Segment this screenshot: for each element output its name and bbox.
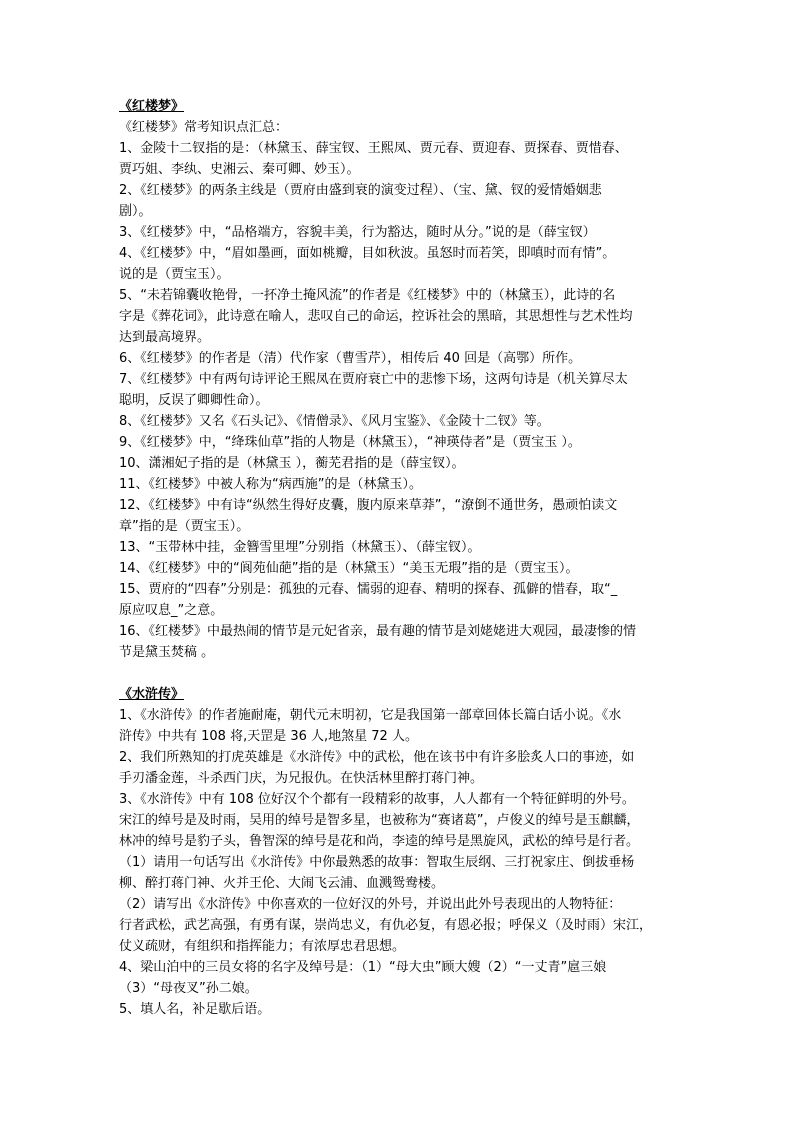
paragraph-line: 达到最高境界。	[119, 330, 211, 345]
paragraph-line: （3）“母夜叉”孙二娘。	[119, 981, 258, 996]
paragraph-line: 节是黛玉焚稿 。	[119, 645, 215, 660]
paragraph-line: 6、《红楼梦》的作者是（清）代作家（曹雪芹），相传后 40 回是（高鄂）所作。	[119, 351, 582, 366]
paragraph-line: 3、《水浒传》中有 108 位好汉个个都有一段精彩的故事，人人都有一个特征鲜明的外号。	[119, 792, 635, 807]
document-body	[119, 96, 689, 1020]
section-title-shuihuzhuan: 《水浒传》	[119, 687, 185, 702]
paragraph-line: 4、梁山泊中的三员女将的名字及绰号是：（1）“母大虫”顾大嫂（2）“一丈青”扈三娘	[119, 960, 607, 975]
paragraph-line: 5、“未若锦囊收艳骨，一抔净土掩风流”的作者是《红楼梦》中的（林黛玉），此诗的名	[119, 288, 616, 303]
paragraph-line: 章”指的是（贾宝玉）。	[119, 519, 250, 534]
paragraph-line: 9、《红楼梦》中，“绛珠仙草”指的人物是（林黛玉），“神瑛侍者”是（贾宝玉 ）。	[119, 435, 581, 450]
paragraph-line: 《红楼梦》常考知识点汇总：	[119, 120, 289, 135]
paragraph-line: 3、《红楼梦》中，“品格端方，容貌丰美，行为豁达，随时从分。”说的是（薛宝钗）	[119, 225, 596, 240]
paragraph-line: 16、《红楼梦》中最热闹的情节是元妃省亲，最有趣的情节是刘姥姥进大观园，最凄惨的情	[119, 624, 637, 639]
paragraph-line: 原应叹息_”之意。	[119, 603, 224, 618]
paragraph-line: （2）请写出《水浒传》中你喜欢的一位好汉的外号，并说出此外号表现出的人物特征：	[119, 897, 622, 912]
paragraph-line: 行者武松，武艺高强，有勇有谋，崇尚忠义，有仇必复，有恩必报；呼保义（及时雨）宋江，	[119, 918, 653, 933]
section-title-hongloumeng: 《红楼梦》	[119, 99, 185, 114]
paragraph-line: 11、《红楼梦》中被人称为“病西施”的是（林黛玉）。	[119, 477, 423, 492]
paragraph-line: 2、我们所熟知的打虎英雄是《水浒传》中的武松，他在该书中有许多脍炙人口的事迹，如	[119, 750, 635, 765]
paragraph-line: 5、填人名，补足歇后语。	[119, 1002, 271, 1017]
paragraph-line: 12、《红楼梦》中有诗“纵然生得好皮囊，腹内原来草莽”，“潦倒不通世务，愚顽怕读文	[119, 498, 618, 513]
paragraph-line: 林冲的绰号是豹子头，鲁智深的绰号是花和尚，李逵的绰号是黑旋风，武松的绰号是行者。	[119, 834, 640, 849]
paragraph-line: 7、《红楼梦》中有两句诗评论王熙凤在贾府衰亡中的悲惨下场，这两句诗是（机关算尽太	[119, 372, 628, 387]
paragraph-line: 1、《水浒传》的作者施耐庵，朝代元末明初，它是我国第一部章回体长篇白话小说。《水	[119, 708, 622, 723]
paragraph-line: 15、贾府的“四春”分别是：孤独的元春、懦弱的迎春、精明的探春、孤僻的惜春，取“_	[119, 582, 618, 597]
paragraph-line: 剧）。	[119, 204, 152, 219]
paragraph-line: 13、“玉带林中挂，金簪雪里埋”分别指（林黛玉）、（薛宝钗）。	[119, 540, 481, 555]
paragraph-line: 字是《葬花词》，此诗意在喻人，悲叹自己的命运，控诉社会的黑暗，其思想性与艺术性均	[119, 309, 633, 324]
paragraph-line: 贾巧姐、李纨、史湘云、秦可卿、妙玉）。	[119, 162, 360, 177]
paragraph-line: 说的是（贾宝玉）。	[119, 267, 230, 282]
section-shuihuzhuan	[119, 705, 689, 1020]
paragraph-line: 柳、醉打蒋门神、火并王伦、大闹飞云浦、血溅鸳鸯楼。	[119, 876, 445, 891]
paragraph-line: 10、潇湘妃子指的是（林黛玉 ），蘅芜君指的是（薛宝钗）。	[119, 456, 465, 471]
paragraph-line: 8、《红楼梦》又名《石头记》、《情僧录》、《风月宝鉴》、《金陵十二钗》等。	[119, 414, 550, 429]
paragraph-line: 1、金陵十二钗指的是：（林黛玉、薛宝钗、王熙凤、贾元春、贾迎春、贾探春、贾惜春、	[119, 141, 628, 156]
paragraph-line: 宋江的绰号是及时雨，吴用的绰号是智多星，也被称为“赛诸葛”，卢俊义的绰号是玉麒麟，	[119, 813, 640, 828]
paragraph-line: 聪明，反误了卿卿性命）。	[119, 393, 269, 408]
paragraph-line: 浒传》中共有 108 将,天罡是 36 人,地煞星 72 人。	[119, 729, 418, 744]
paragraph-line: 仗义疏财，有组织和指挥能力；有浓厚忠君思想。	[119, 939, 406, 954]
paragraph-line: 手刃潘金莲，斗杀西门庆，为兄报仇。在快活林里醉打蒋门神。	[119, 771, 484, 786]
section-spacer	[119, 663, 689, 684]
section-hongloumeng	[119, 117, 689, 663]
paragraph-line: 14、《红楼梦》中的“阆苑仙葩”指的是（林黛玉）“美玉无瑕”指的是（贾宝玉）。	[119, 561, 579, 576]
paragraph-line: 4、《红楼梦》中，“眉如墨画，面如桃瓣，目如秋波。虽怒时而若笑，即嗔时而有情”。	[119, 246, 616, 261]
paragraph-line: 2、《红楼梦》的两条主线是（贾府由盛到衰的演变过程）、（宝、黛、钗的爱情婚姻悲	[119, 183, 602, 198]
paragraph-line: （1）请用一句话写出《水浒传》中你最熟悉的故事：智取生辰纲、三打祝家庄、倒拔垂杨	[119, 855, 635, 870]
